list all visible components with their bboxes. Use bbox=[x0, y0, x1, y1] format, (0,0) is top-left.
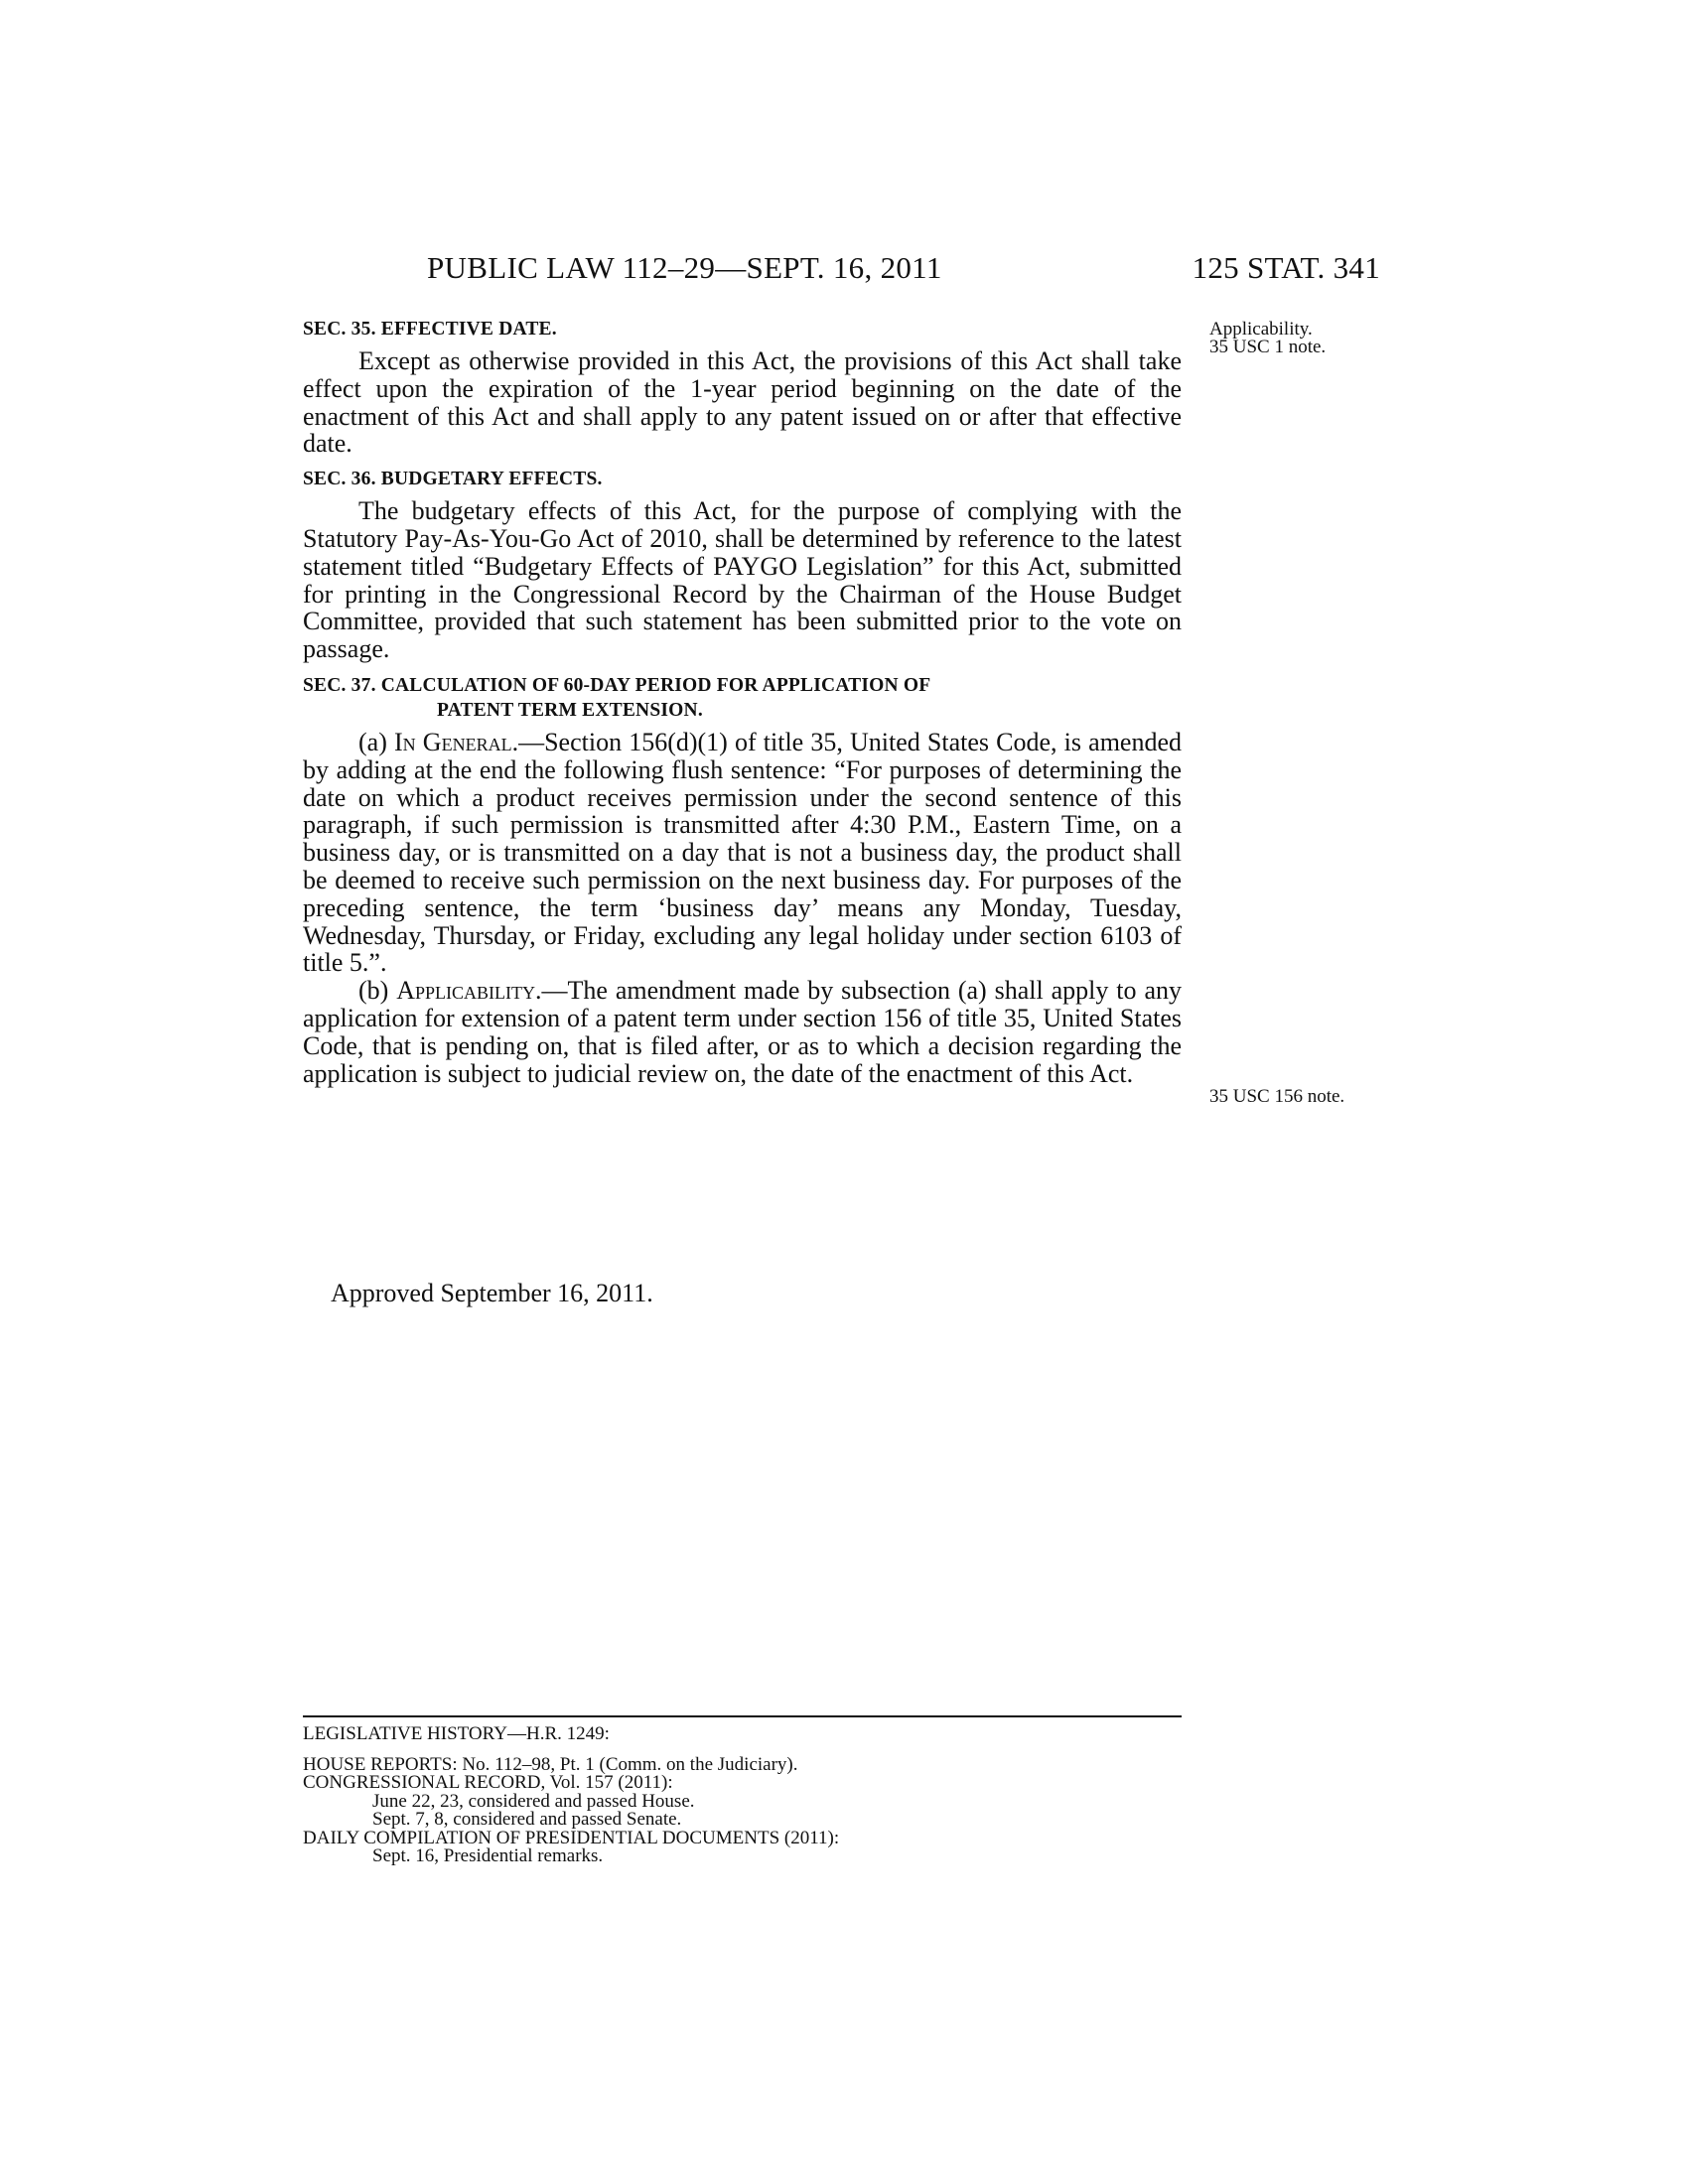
footnote-divider bbox=[303, 1715, 1182, 1717]
house-reports: HOUSE REPORTS: No. 112–98, Pt. 1 (Comm. on the Judiciary). bbox=[303, 1753, 798, 1775]
section-36-heading: SEC. 36. BUDGETARY EFFECTS. bbox=[303, 469, 603, 490]
margin-note-usc-156: 35 USC 156 note. bbox=[1209, 1086, 1345, 1107]
section-37-heading-line2: PATENT TERM EXTENSION. bbox=[437, 699, 703, 721]
margin-note-label: Applicability. bbox=[1209, 319, 1313, 340]
congressional-record-item: Sept. 7, 8, considered and passed Senate. bbox=[372, 1809, 682, 1830]
section-35-text: Except as otherwise provided in this Act, the provisions of this Act shall take effect upon the expiration of the 1-year period beginning on the date of the enactment of this Act and shall apply to any patent issued on or after that effective date. bbox=[303, 346, 1182, 459]
section-36-text: The budgetary effects of this Act, for the purpose of complying with the Statutory Pay-As-You-Go Act of 2010, shall be determined by reference to the latest statement titled “Budgetary Effects of PAYGO Legislation” for this Act, submitted for printing in the Congressional Record by the Chairman of the House Budget Committee, provided that such statement has been submitted prior to the vote on passage. bbox=[303, 496, 1182, 664]
subsection-a bbox=[303, 729, 1182, 977]
subsection-b-label: (b) bbox=[358, 976, 397, 1006]
subsection-a-label: (a) bbox=[358, 727, 394, 756]
law-title: PUBLIC LAW 112–29—SEPT. 16, 2011 bbox=[427, 250, 942, 285]
congressional-record-item: June 22, 23, considered and passed House. bbox=[372, 1790, 695, 1812]
congressional-record: CONGRESSIONAL RECORD, Vol. 157 (2011): bbox=[303, 1772, 673, 1793]
section-37-heading-line1: SEC. 37. CALCULATION OF 60-DAY PERIOD FOR APPLICATION OF bbox=[303, 674, 931, 696]
section-35-heading: SEC. 35. EFFECTIVE DATE. bbox=[303, 319, 557, 340]
daily-compilation: DAILY COMPILATION OF PRESIDENTIAL DOCUMENTS (2011): bbox=[303, 1827, 840, 1848]
legislative-history-title: LEGISLATIVE HISTORY—H.R. 1249: bbox=[303, 1723, 610, 1744]
subsection-a-caption: In General bbox=[394, 727, 512, 756]
page-header bbox=[298, 250, 1380, 290]
stat-page-number: 125 STAT. 341 bbox=[1192, 250, 1380, 285]
margin-note-citation: 35 USC 1 note. bbox=[1209, 337, 1327, 357]
subsection-b-text: .—The amendment made by subsection (a) shall apply to any application for extension of a patent term under section 156 of title 35, United States Code, that is pending on, that is filed after, or as to which a decision regarding the application is subject to judicial review on, the date of the enactment of this Act. bbox=[303, 976, 1182, 1088]
section-37-heading bbox=[303, 673, 1182, 723]
subsection-a-text: .—Section 156(d)(1) of title 35, United States Code, is amended by adding at the end the following flush sentence: “For purposes of determining the date on which a product receives permission under the second sentence of this paragraph, if such permission is transmitted after 4:30 P.M., Eastern Time, on a business day, or is transmitted on a day that is not a business day, the product shall be deemed to receive such permission on the next business day. For purposes of the preceding sentence, the term ‘business day’ means any Monday, Tuesday, Wednesday, Thursday, or Friday, excluding any legal holiday under section 6103 of title 5.”. bbox=[303, 727, 1182, 978]
subsection-b-caption: Applicability bbox=[396, 976, 536, 1006]
approval-date: Approved September 16, 2011. bbox=[331, 1279, 653, 1307]
daily-compilation-item: Sept. 16, Presidential remarks. bbox=[372, 1845, 604, 1866]
subsection-b bbox=[303, 977, 1182, 1087]
margin-note-applicability bbox=[1209, 321, 1326, 356]
statute-body bbox=[303, 318, 1182, 1087]
legislative-history bbox=[303, 1725, 1182, 1866]
